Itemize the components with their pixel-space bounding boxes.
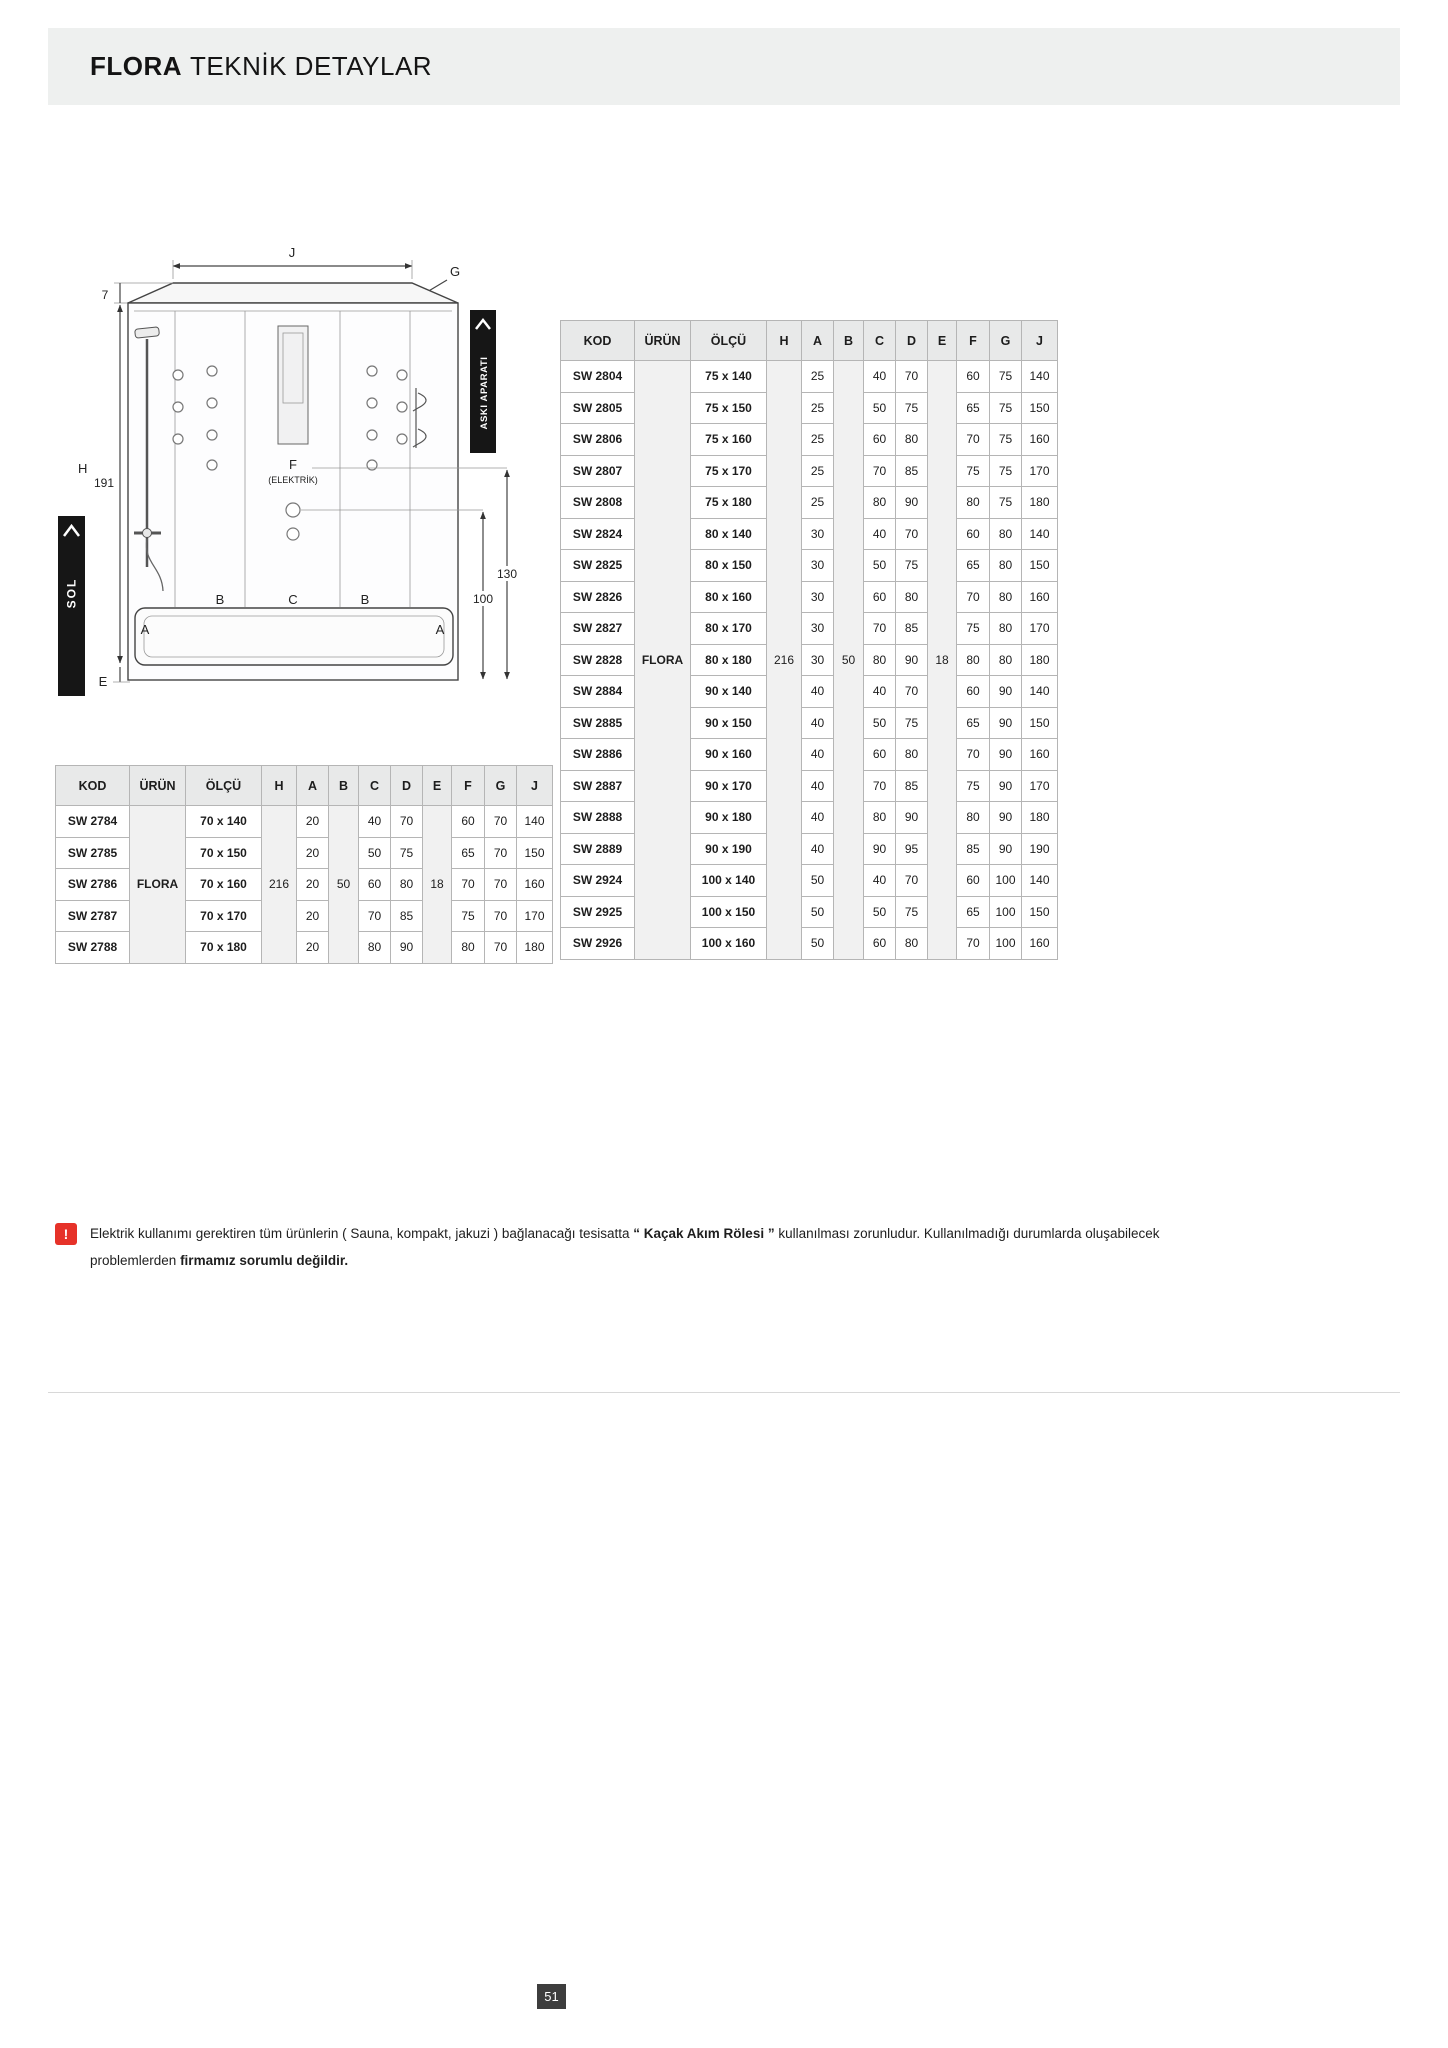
cell-olcu: 80 x 180 xyxy=(691,644,767,676)
column-header-d: D xyxy=(896,321,928,361)
cell-a: 40 xyxy=(802,676,834,708)
column-header-j: J xyxy=(517,766,553,806)
cell-a: 20 xyxy=(297,869,329,901)
control-panel xyxy=(278,326,308,444)
column-header-j: J xyxy=(1022,321,1058,361)
cell-olcu: 90 x 180 xyxy=(691,802,767,834)
cell-olcu: 70 x 160 xyxy=(186,869,262,901)
cell-c: 50 xyxy=(864,707,896,739)
cell-j: 160 xyxy=(1022,581,1058,613)
cell-g: 70 xyxy=(485,900,517,932)
cell-f: 80 xyxy=(957,487,990,519)
warning-note xyxy=(55,1220,1295,1274)
dim-label-e: E xyxy=(98,674,108,689)
cell-a: 30 xyxy=(802,581,834,613)
cell-j: 150 xyxy=(1022,550,1058,582)
table-row xyxy=(56,806,553,838)
column-header-olcu: ÖLÇÜ xyxy=(691,321,767,361)
sol-label: SOL xyxy=(64,577,79,609)
table-header-row xyxy=(56,766,553,806)
cell-g: 100 xyxy=(990,928,1022,960)
cell-c: 60 xyxy=(864,581,896,613)
cell-g: 80 xyxy=(990,644,1022,676)
cell-d: 75 xyxy=(896,550,928,582)
cell-kod: SW 2884 xyxy=(561,676,635,708)
cell-j: 180 xyxy=(1022,487,1058,519)
warning-text xyxy=(90,1220,1160,1274)
cell-olcu: 75 x 180 xyxy=(691,487,767,519)
cell-b-merged: 50 xyxy=(834,361,864,960)
cell-kod: SW 2806 xyxy=(561,424,635,456)
column-header-b: B xyxy=(834,321,864,361)
cell-c: 60 xyxy=(359,869,391,901)
cell-j: 150 xyxy=(1022,707,1058,739)
cell-olcu: 75 x 160 xyxy=(691,424,767,456)
cell-olcu: 75 x 150 xyxy=(691,392,767,424)
cell-j: 180 xyxy=(517,932,553,964)
cell-a: 25 xyxy=(802,424,834,456)
label-a-left: A xyxy=(140,622,150,637)
cell-kod: SW 2889 xyxy=(561,833,635,865)
column-header-f: F xyxy=(452,766,485,806)
cell-kod: SW 2887 xyxy=(561,770,635,802)
cell-f: 75 xyxy=(957,455,990,487)
cell-d: 80 xyxy=(896,739,928,771)
cell-kod: SW 2805 xyxy=(561,392,635,424)
cell-f: 75 xyxy=(957,770,990,802)
cell-kod: SW 2824 xyxy=(561,518,635,550)
cell-kod: SW 2926 xyxy=(561,928,635,960)
cell-e-merged: 18 xyxy=(928,361,957,960)
cell-a: 20 xyxy=(297,932,329,964)
cell-d: 80 xyxy=(896,424,928,456)
cell-a: 40 xyxy=(802,770,834,802)
technical-diagram xyxy=(50,233,530,738)
cell-e-merged: 18 xyxy=(423,806,452,964)
dim-label-130: 130 xyxy=(496,567,518,581)
cell-olcu: 100 x 150 xyxy=(691,896,767,928)
cell-f: 65 xyxy=(957,392,990,424)
cell-f: 85 xyxy=(957,833,990,865)
cell-c: 40 xyxy=(864,518,896,550)
cell-a: 25 xyxy=(802,361,834,393)
cell-kod: SW 2786 xyxy=(56,869,130,901)
cell-c: 50 xyxy=(864,896,896,928)
label-b-right: B xyxy=(360,592,370,607)
cell-f: 70 xyxy=(957,424,990,456)
cell-j: 150 xyxy=(1022,896,1058,928)
cell-d: 80 xyxy=(896,581,928,613)
cell-c: 40 xyxy=(864,865,896,897)
cell-g: 80 xyxy=(990,550,1022,582)
cell-f: 80 xyxy=(957,644,990,676)
cabin-roof xyxy=(128,283,458,303)
cell-j: 140 xyxy=(1022,518,1058,550)
cell-kod: SW 2784 xyxy=(56,806,130,838)
column-header-a: A xyxy=(802,321,834,361)
shower-cabin-drawing xyxy=(50,233,530,738)
label-f-sub: (ELEKTRİK) xyxy=(268,475,318,485)
spec-table-right xyxy=(560,320,1058,960)
column-header-c: C xyxy=(864,321,896,361)
cell-kod: SW 2807 xyxy=(561,455,635,487)
cell-c: 90 xyxy=(864,833,896,865)
cell-a: 25 xyxy=(802,487,834,519)
cell-kod: SW 2925 xyxy=(561,896,635,928)
label-a-right: A xyxy=(435,622,445,637)
cell-olcu: 90 x 140 xyxy=(691,676,767,708)
cell-f: 60 xyxy=(452,806,485,838)
cell-j: 150 xyxy=(1022,392,1058,424)
cell-g: 90 xyxy=(990,833,1022,865)
cell-b-merged: 50 xyxy=(329,806,359,964)
cell-a: 25 xyxy=(802,455,834,487)
cell-h-merged: 216 xyxy=(262,806,297,964)
cell-olcu: 100 x 160 xyxy=(691,928,767,960)
page-title-rest: TEKNİK DETAYLAR xyxy=(190,51,433,81)
cell-kod: SW 2885 xyxy=(561,707,635,739)
cell-urun-merged: FLORA xyxy=(130,806,186,964)
cell-d: 85 xyxy=(896,770,928,802)
cell-g: 100 xyxy=(990,865,1022,897)
cell-kod: SW 2886 xyxy=(561,739,635,771)
cell-c: 80 xyxy=(359,932,391,964)
cell-olcu: 70 x 140 xyxy=(186,806,262,838)
warning-line1-a: Elektrik kullanımı gerektiren tüm ürünlerin ( Sauna, kompakt, jakuzi ) bağlanacağı tesisatta xyxy=(90,1226,634,1241)
cell-olcu: 70 x 180 xyxy=(186,932,262,964)
cell-f: 60 xyxy=(957,361,990,393)
cell-a: 50 xyxy=(802,896,834,928)
cell-j: 140 xyxy=(517,806,553,838)
cell-d: 70 xyxy=(896,865,928,897)
aski-label: ASKI APARATI xyxy=(479,356,490,430)
cell-a: 30 xyxy=(802,644,834,676)
cell-urun-merged: FLORA xyxy=(635,361,691,960)
cell-c: 80 xyxy=(864,802,896,834)
cell-j: 170 xyxy=(1022,770,1058,802)
cell-kod: SW 2825 xyxy=(561,550,635,582)
column-header-b: B xyxy=(329,766,359,806)
spec-table-left xyxy=(55,765,553,964)
cell-a: 50 xyxy=(802,928,834,960)
cell-d: 70 xyxy=(896,676,928,708)
footer-divider xyxy=(48,1392,1400,1393)
column-header-kod: KOD xyxy=(56,766,130,806)
cell-c: 70 xyxy=(359,900,391,932)
cell-g: 90 xyxy=(990,770,1022,802)
cell-c: 60 xyxy=(864,424,896,456)
cell-a: 50 xyxy=(802,865,834,897)
cell-c: 40 xyxy=(359,806,391,838)
column-header-g: G xyxy=(485,766,517,806)
cell-j: 190 xyxy=(1022,833,1058,865)
dim-label-h: H xyxy=(78,461,88,476)
column-header-olcu: ÖLÇÜ xyxy=(186,766,262,806)
cell-g: 75 xyxy=(990,455,1022,487)
cell-a: 40 xyxy=(802,802,834,834)
cell-olcu: 90 x 150 xyxy=(691,707,767,739)
cell-d: 90 xyxy=(896,802,928,834)
page-title xyxy=(90,51,432,82)
cell-olcu: 70 x 150 xyxy=(186,837,262,869)
cell-a: 40 xyxy=(802,707,834,739)
cell-kod: SW 2827 xyxy=(561,613,635,645)
cell-olcu: 75 x 140 xyxy=(691,361,767,393)
cell-kod: SW 2788 xyxy=(56,932,130,964)
cell-f: 65 xyxy=(452,837,485,869)
cell-j: 170 xyxy=(1022,455,1058,487)
cell-g: 75 xyxy=(990,361,1022,393)
page-number: 51 xyxy=(537,1984,566,2009)
cell-f: 80 xyxy=(452,932,485,964)
cell-f: 65 xyxy=(957,896,990,928)
sol-bar xyxy=(58,516,85,696)
cell-a: 20 xyxy=(297,806,329,838)
cell-d: 70 xyxy=(391,806,423,838)
cell-d: 90 xyxy=(896,487,928,519)
cell-d: 90 xyxy=(896,644,928,676)
column-header-e: E xyxy=(928,321,957,361)
cell-a: 25 xyxy=(802,392,834,424)
cell-kod: SW 2924 xyxy=(561,865,635,897)
cell-g: 70 xyxy=(485,806,517,838)
cell-j: 140 xyxy=(1022,676,1058,708)
cell-olcu: 100 x 140 xyxy=(691,865,767,897)
cell-d: 85 xyxy=(391,900,423,932)
cell-j: 140 xyxy=(1022,865,1058,897)
cell-d: 85 xyxy=(896,455,928,487)
cell-kod: SW 2828 xyxy=(561,644,635,676)
cell-f: 60 xyxy=(957,865,990,897)
cell-f: 65 xyxy=(957,550,990,582)
cell-g: 75 xyxy=(990,487,1022,519)
cell-c: 60 xyxy=(864,739,896,771)
table-header-row xyxy=(561,321,1058,361)
column-header-a: A xyxy=(297,766,329,806)
warning-line1-bold: “ Kaçak Akım Rölesi ” xyxy=(633,1226,775,1241)
cell-olcu: 80 x 150 xyxy=(691,550,767,582)
cell-kod: SW 2888 xyxy=(561,802,635,834)
dim-label-roof: 7 xyxy=(101,288,109,302)
cell-d: 70 xyxy=(896,518,928,550)
warning-line-2 xyxy=(90,1247,1160,1274)
warning-icon: ! xyxy=(55,1223,77,1245)
cell-d: 75 xyxy=(896,707,928,739)
cell-kod: SW 2787 xyxy=(56,900,130,932)
warning-line2-a: problemlerden xyxy=(90,1253,181,1268)
cell-d: 80 xyxy=(896,928,928,960)
cell-olcu: 80 x 160 xyxy=(691,581,767,613)
cell-g: 90 xyxy=(990,802,1022,834)
cell-olcu: 90 x 170 xyxy=(691,770,767,802)
column-header-urun: ÜRÜN xyxy=(635,321,691,361)
cell-d: 80 xyxy=(391,869,423,901)
cell-f: 75 xyxy=(957,613,990,645)
column-header-g: G xyxy=(990,321,1022,361)
cell-a: 20 xyxy=(297,837,329,869)
cell-c: 80 xyxy=(864,644,896,676)
cell-c: 60 xyxy=(864,928,896,960)
cell-a: 30 xyxy=(802,550,834,582)
cell-kod: SW 2826 xyxy=(561,581,635,613)
cell-f: 70 xyxy=(957,928,990,960)
cell-j: 160 xyxy=(1022,928,1058,960)
shower-tray xyxy=(135,608,453,665)
label-c: C xyxy=(288,592,298,607)
dim-j xyxy=(173,245,412,279)
cell-c: 50 xyxy=(864,550,896,582)
cell-f: 60 xyxy=(957,518,990,550)
cell-j: 140 xyxy=(1022,361,1058,393)
dim-label-191: 191 xyxy=(93,476,114,490)
cell-d: 95 xyxy=(896,833,928,865)
cell-j: 160 xyxy=(517,869,553,901)
cell-f: 60 xyxy=(957,676,990,708)
cell-f: 80 xyxy=(957,802,990,834)
column-header-h: H xyxy=(767,321,802,361)
label-b-left: B xyxy=(215,592,225,607)
cell-h-merged: 216 xyxy=(767,361,802,960)
dim-label-j: J xyxy=(288,245,296,260)
column-header-f: F xyxy=(957,321,990,361)
cell-kod: SW 2804 xyxy=(561,361,635,393)
cell-g: 70 xyxy=(485,837,517,869)
cell-c: 40 xyxy=(864,361,896,393)
shower-head xyxy=(135,327,160,338)
cell-j: 170 xyxy=(517,900,553,932)
column-header-urun: ÜRÜN xyxy=(130,766,186,806)
dim-label-100: 100 xyxy=(472,592,494,606)
cell-a: 40 xyxy=(802,833,834,865)
cell-a: 30 xyxy=(802,613,834,645)
cell-c: 70 xyxy=(864,455,896,487)
cell-g: 90 xyxy=(990,676,1022,708)
cell-d: 75 xyxy=(896,392,928,424)
page-header xyxy=(48,28,1400,105)
cell-olcu: 90 x 160 xyxy=(691,739,767,771)
cell-g: 90 xyxy=(990,707,1022,739)
cell-olcu: 75 x 170 xyxy=(691,455,767,487)
label-f: F xyxy=(289,457,297,472)
cell-kod: SW 2785 xyxy=(56,837,130,869)
cell-d: 70 xyxy=(896,361,928,393)
column-header-h: H xyxy=(262,766,297,806)
cell-kod: SW 2808 xyxy=(561,487,635,519)
cell-g: 80 xyxy=(990,581,1022,613)
cell-f: 70 xyxy=(452,869,485,901)
page-title-brand: FLORA xyxy=(90,51,183,81)
cell-a: 40 xyxy=(802,739,834,771)
column-header-kod: KOD xyxy=(561,321,635,361)
cell-j: 160 xyxy=(1022,739,1058,771)
cell-olcu: 70 x 170 xyxy=(186,900,262,932)
cell-g: 70 xyxy=(485,932,517,964)
warning-line1-c: kullanılması zorunludur. Kullanılmadığı durumlarda oluşabilecek xyxy=(774,1226,1160,1241)
cell-g: 70 xyxy=(485,869,517,901)
cell-c: 50 xyxy=(864,392,896,424)
cell-j: 180 xyxy=(1022,644,1058,676)
cell-a: 20 xyxy=(297,900,329,932)
cell-f: 70 xyxy=(957,581,990,613)
cell-olcu: 80 x 140 xyxy=(691,518,767,550)
column-header-e: E xyxy=(423,766,452,806)
column-header-c: C xyxy=(359,766,391,806)
cell-g: 100 xyxy=(990,896,1022,928)
cell-g: 90 xyxy=(990,739,1022,771)
cell-g: 80 xyxy=(990,613,1022,645)
cell-g: 80 xyxy=(990,518,1022,550)
cell-olcu: 80 x 170 xyxy=(691,613,767,645)
warning-line2-bold: firmamız sorumlu değildir. xyxy=(180,1253,349,1268)
cell-c: 40 xyxy=(864,676,896,708)
warning-line-1 xyxy=(90,1220,1160,1247)
cell-d: 75 xyxy=(391,837,423,869)
cell-g: 75 xyxy=(990,424,1022,456)
dim-label-g: G xyxy=(450,264,461,279)
cell-d: 90 xyxy=(391,932,423,964)
cell-j: 170 xyxy=(1022,613,1058,645)
cell-olcu: 90 x 190 xyxy=(691,833,767,865)
cell-d: 75 xyxy=(896,896,928,928)
cell-c: 70 xyxy=(864,613,896,645)
cell-f: 75 xyxy=(452,900,485,932)
column-header-d: D xyxy=(391,766,423,806)
cell-f: 65 xyxy=(957,707,990,739)
cell-d: 85 xyxy=(896,613,928,645)
table-row xyxy=(561,361,1058,393)
aski-aparati-bar xyxy=(470,310,496,453)
cell-c: 70 xyxy=(864,770,896,802)
cell-j: 160 xyxy=(1022,424,1058,456)
cell-j: 150 xyxy=(517,837,553,869)
cell-g: 75 xyxy=(990,392,1022,424)
cell-a: 30 xyxy=(802,518,834,550)
cell-j: 180 xyxy=(1022,802,1058,834)
cell-f: 70 xyxy=(957,739,990,771)
cell-c: 80 xyxy=(864,487,896,519)
dim-e xyxy=(99,667,130,689)
cell-c: 50 xyxy=(359,837,391,869)
